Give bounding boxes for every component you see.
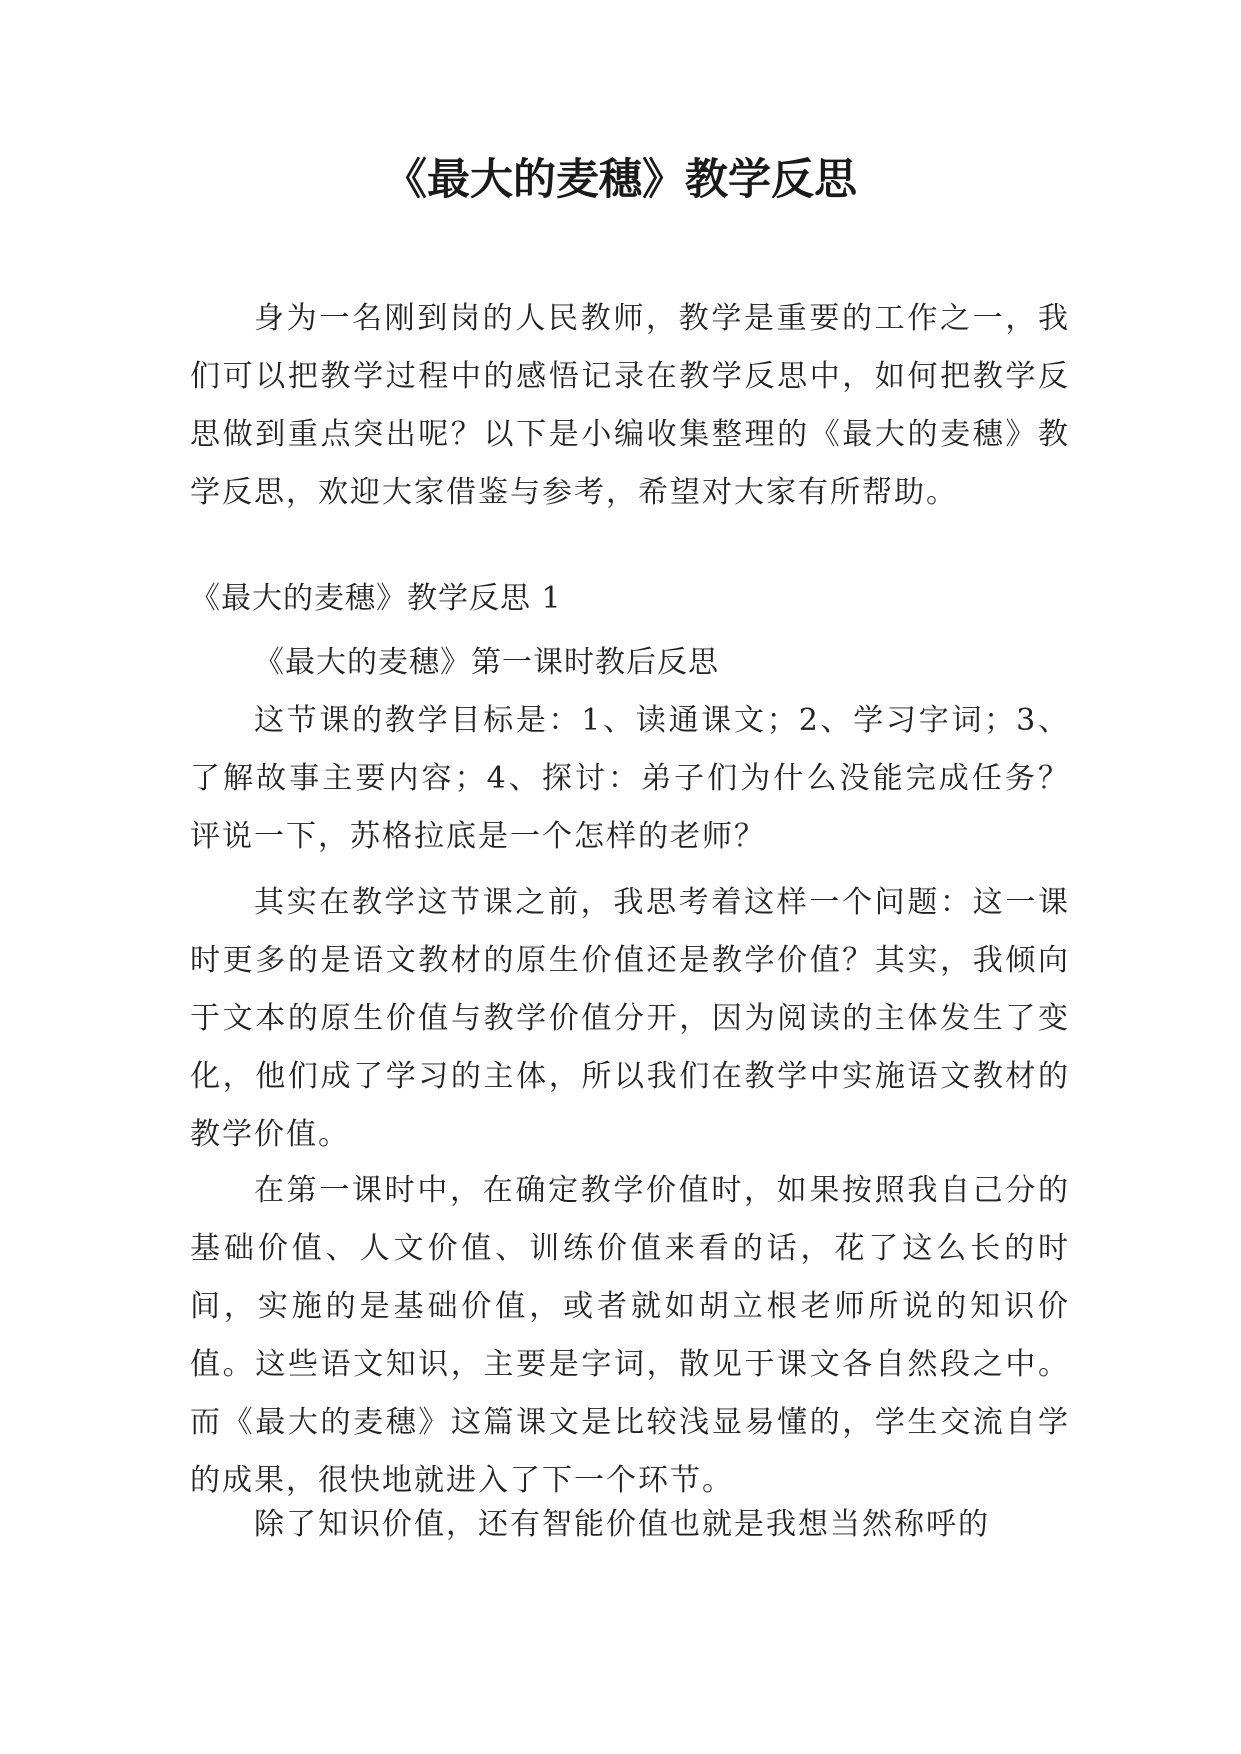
document-title: 《最大的麦穗》教学反思 [384, 155, 857, 205]
section-heading: 《最大的麦穗》教学反思 1 [190, 581, 562, 616]
body-paragraph-value-question: 其实在教学这节课之前，我思考着这样一个问题：这一课时更多的是语文教材的原生价值还是教学价值？其实，我倾向于文本的原生价值与教学价值分开，因为阅读的主体发生了变化，他们成了学习的主体，所以我们在教学中实施语文教材的教学价值。 [190, 885, 1070, 1152]
subheading: 《最大的麦穗》第一课时教后反思 [254, 645, 719, 680]
intro-paragraph: 身为一名刚到岗的人民教师，教学是重要的工作之一，我们可以把教学过程中的感悟记录在教学反思中，如何把教学反思做到重点突出呢？以下是小编收集整理的《最大的麦穗》教学反思，欢迎大家借鉴与参考，希望对大家有所帮助。 [190, 301, 1070, 510]
body-paragraph-goals: 这节课的教学目标是：1、读通课文；2、学习字词；3、了解故事主要内容；4、探讨：弟子们为什么没能完成任务？评说一下，苏格拉底是一个怎样的老师？ [190, 703, 1070, 854]
body-paragraph-first-lesson: 在第一课时中，在确定教学价值时，如果按照我自己分的基础价值、人文价值、训练价值来看的话，花了这么长的时间，实施的是基础价值，或者就如胡立根老师所说的知识价值。这些语文知识，主要是字词，散见于课文各自然段之中。而《最大的麦穗》这篇课文是比较浅显易懂的，学生交流自学的成果，很快地就进入了下一个环节。 [190, 1173, 1070, 1498]
body-paragraph-intelligence-value: 除了知识价值，还有智能价值也就是我想当然称呼的 [254, 1507, 990, 1542]
